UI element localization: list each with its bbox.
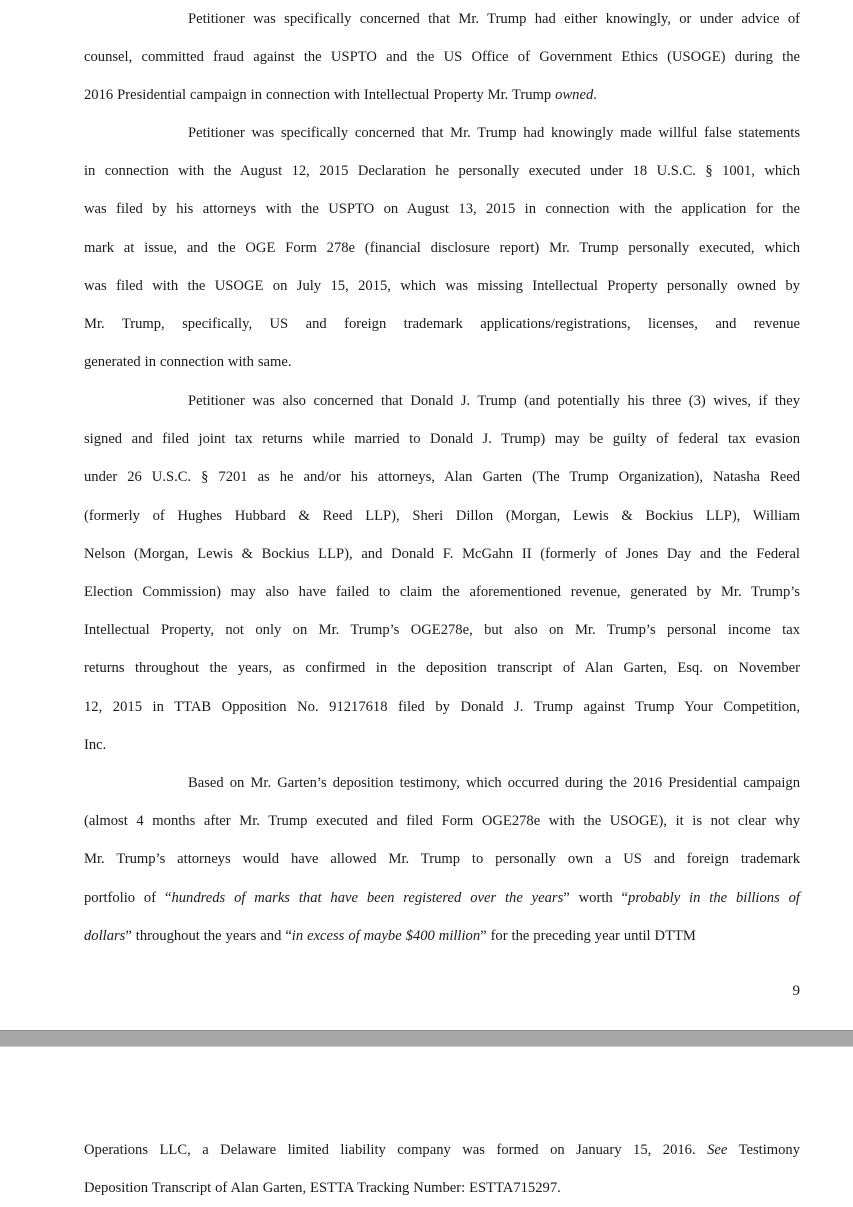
document-page-10 (0, 1047, 853, 1200)
text-run: portfolio of “ (84, 889, 172, 906)
text-run: was filed by his attorneys with the USPTO on August 13, 2015 in connection with the application for the (84, 201, 800, 218)
text-line (84, 573, 800, 611)
text-run: (formerly of Hughes Hubbard & Reed LLP), Sheri Dillon (Morgan, Lewis & Bockius LLP), William (84, 507, 800, 524)
text-line (84, 343, 800, 381)
text-line (84, 267, 800, 305)
text-run: in connection with the August 12, 2015 Declaration he personally executed under 18 U.S.C. § 1001, which (84, 163, 800, 180)
page-separator (0, 1030, 853, 1047)
italic-quote: See (707, 1142, 728, 1158)
text-line (84, 458, 800, 496)
text-run: Petitioner was specifically concerned that Mr. Trump had either knowingly, or under advice of (188, 11, 800, 27)
text-run: Operations LLC, a Delaware limited liability company was formed on January 15, 2016. (84, 1142, 708, 1158)
text-run: Petitioner was specifically concerned that Mr. Trump had knowingly made willful false statements (188, 125, 800, 141)
paragraph (84, 1131, 800, 1207)
text-line (84, 152, 800, 190)
text-run: signed and filed joint tax returns while married to Donald J. Trump) may be guilty of federal tax evasion (84, 431, 800, 448)
text-line (84, 76, 800, 114)
text-line (84, 726, 800, 764)
text-run: under 26 U.S.C. § 7201 as he and/or his attorneys, Alan Garten (The Trump Organization), Natasha Reed (84, 469, 800, 486)
text-line (84, 38, 800, 76)
text-run: . (593, 87, 597, 104)
paragraph (84, 382, 800, 764)
text-run: Petitioner was also concerned that Donald J. Trump (and potentially his three (3) wives, if they (188, 393, 800, 409)
text-line (84, 497, 800, 535)
text-line (84, 190, 800, 228)
text-run: 2016 Presidential campaign in connection with Intellectual Property Mr. Trump (84, 87, 556, 104)
italic-quote: owned (555, 87, 594, 104)
italic-quote: dollars (84, 927, 126, 944)
text-run: counsel, committed fraud against the USPTO and the US Office of Government Ethics (USOGE) during the (84, 49, 800, 66)
text-line (84, 420, 800, 458)
text-run: ” throughout the years and “ (125, 927, 292, 944)
text-run: mark at issue, and the OGE Form 278e (financial disclosure report) Mr. Trump personally executed, which (84, 239, 800, 256)
text-line (84, 229, 800, 267)
continuation-text (84, 1131, 800, 1207)
text-line (84, 917, 800, 955)
text-run: ” worth “ (563, 889, 629, 906)
italic-quote: probably in the billions of (628, 889, 800, 906)
text-line (84, 1169, 800, 1207)
text-line (84, 305, 800, 343)
text-line (84, 611, 800, 649)
text-run: ” for the preceding year until DTTM (480, 927, 696, 944)
italic-quote: in excess of maybe $400 million (291, 927, 481, 944)
paragraph (84, 0, 800, 115)
paragraph (84, 764, 800, 955)
text-run: returns throughout the years, as confirmed in the deposition transcript of Alan Garten, Esq. on November (84, 660, 800, 677)
text-run: Election Commission) may also have failed to claim the aforementioned revenue, generated by Mr. Trump’s (84, 584, 800, 601)
text-line (84, 1131, 800, 1169)
text-line (84, 535, 800, 573)
text-run: Based on Mr. Garten’s deposition testimony, which occurred during the 2016 Presidential campaign (188, 775, 800, 791)
paragraph (84, 114, 800, 381)
text-run: was filed with the USOGE on July 15, 2015, which was missing Intellectual Property personally owned by (84, 277, 800, 294)
text-run: Mr. Trump’s attorneys would have allowed Mr. Trump to personally own a US and foreign trademark (84, 851, 800, 868)
text-line (84, 802, 800, 840)
text-run: Mr. Trump, specifically, US and foreign trademark applications/registrations, licenses, and revenue (84, 316, 800, 333)
page-number: 9 (792, 983, 800, 999)
text-line (84, 114, 800, 152)
text-line (84, 0, 800, 38)
text-line (84, 649, 800, 687)
text-line (84, 840, 800, 878)
text-line (84, 764, 800, 802)
text-run: 12, 2015 in TTAB Opposition No. 91217618 filed by Donald J. Trump against Trump Your Competition, (84, 698, 800, 715)
text-run: Inc. (84, 736, 107, 753)
text-run: (almost 4 months after Mr. Trump executed and filed Form OGE278e with the USOGE), it is not clear why (84, 813, 800, 830)
text-run: Deposition Transcript of Alan Garten, ESTTA Tracking Number: ESTTA715297. (84, 1180, 561, 1197)
text-run: Nelson (Morgan, Lewis & Bockius LLP), and Donald F. McGahn II (formerly of Jones Day and the Federal (84, 545, 800, 562)
text-line (84, 688, 800, 726)
text-line (84, 382, 800, 420)
text-run: generated in connection with same. (84, 354, 292, 371)
text-run: Testimony (727, 1142, 800, 1158)
text-line (84, 879, 800, 917)
text-run: Intellectual Property, not only on Mr. Trump’s OGE278e, but also on Mr. Trump’s personal income tax (84, 622, 800, 639)
italic-quote: hundreds of marks that have been registered over the years (171, 889, 564, 906)
